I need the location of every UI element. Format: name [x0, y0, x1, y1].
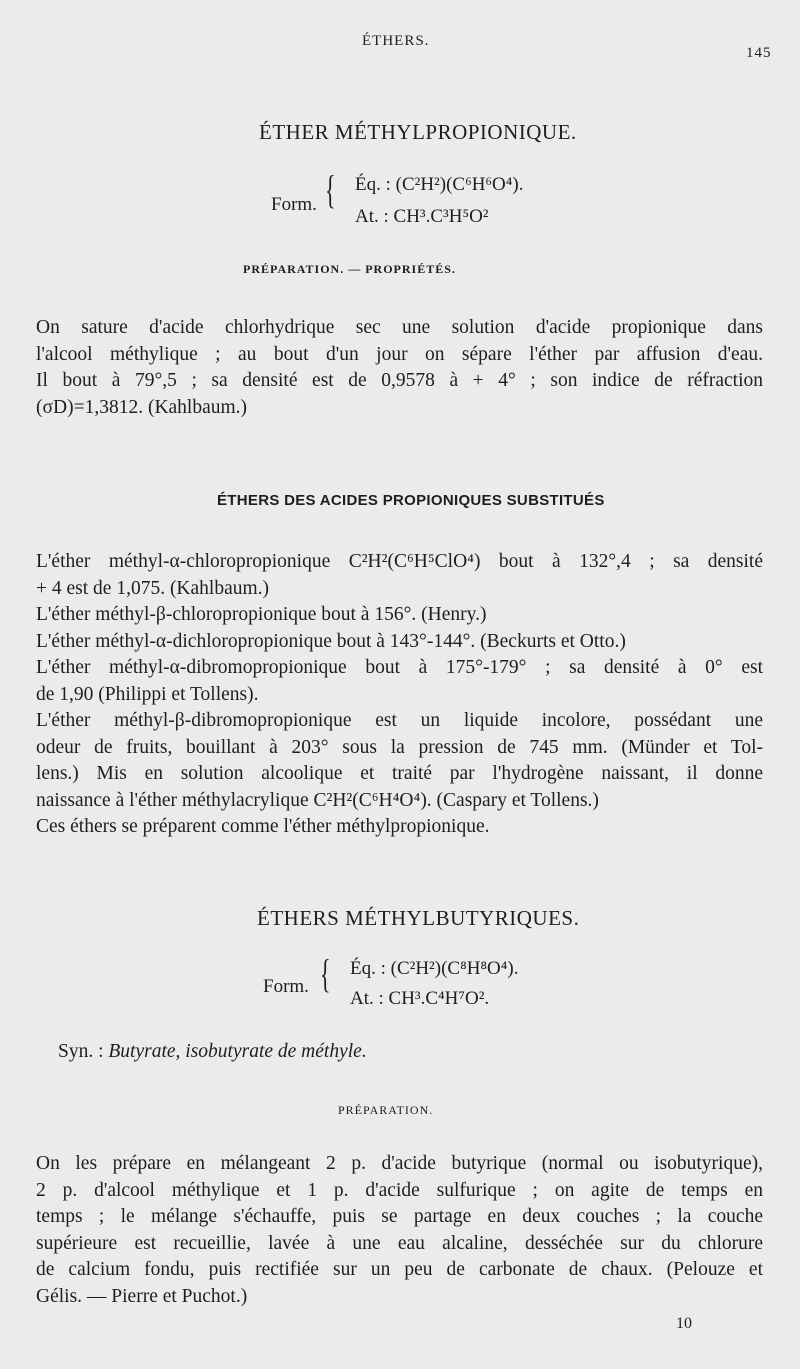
formula-equivalent: Éq. : (C²H²)(C⁸H⁸O⁴). [350, 958, 519, 979]
text-line: 2 p. d'alcool méthylique et 1 p. d'acide sulfurique ; on agite de temps en [36, 1179, 763, 1201]
section-title-methylbutyriques: ÉTHERS MÉTHYLBUTYRIQUES. [257, 906, 580, 930]
text-line: l'alcool méthylique ; au bout d'un jour on sépare l'éther par affusion d'eau. [36, 343, 763, 365]
text-line: Gélis. — Pierre et Puchot.) [36, 1285, 248, 1307]
text-line: Ces éthers se préparent comme l'éther méthylpropionique. [36, 816, 490, 837]
formula-equivalent: Éq. : (C²H²)(C⁶H⁶O⁴). [355, 174, 524, 195]
paragraph-preparation-butyrique [36, 1151, 763, 1310]
formula-atomic: At. : CH³.C⁴H⁷O². [350, 988, 490, 1009]
text-line: de 1,90 (Philippi et Tollens). [36, 683, 259, 705]
subheading-preparation-proprietes: PRÉPARATION. — PROPRIÉTÉS. [243, 262, 456, 276]
text-line: supérieure est recueillie, lavée à une eau alcaline, desséchée sur du chlorure [36, 1232, 763, 1254]
paragraph-substitues [36, 549, 763, 841]
text-line: naissance à l'éther méthylacrylique C²H²(C⁶H⁴O⁴). (Caspary et Tollens.) [36, 789, 599, 811]
text-line: L'éther méthyl-β-chloropropionique bout à 156°. (Henry.) [36, 604, 487, 625]
text-line: de calcium fondu, puis rectifiée sur un peu de carbonate de chaux. (Pelouze et [36, 1259, 763, 1280]
formula-atomic: At. : CH³.C³H⁵O² [355, 206, 489, 227]
synonyms-line [58, 1041, 367, 1063]
formula-label: Form. [271, 194, 317, 215]
text-line: lens.) Mis en solution alcoolique et traité par l'hydrogène naissant, il donne [36, 763, 763, 784]
section-title-substitues: ÉTHERS DES ACIDES PROPIONIQUES SUBSTITUÉS [217, 492, 605, 509]
signature-mark: 10 [676, 1315, 692, 1332]
formula-label: Form. [263, 976, 309, 997]
text-line: (σD)=1,3812. (Kahlbaum.) [36, 396, 248, 418]
text-line: temps ; le mélange s'échauffe, puis se partage en deux couches ; la couche [36, 1206, 763, 1227]
text-line: Il bout à 79°,5 ; sa densité est de 0,9578 à + 4° ; son indice de réfraction [36, 370, 763, 391]
text-line: L'éther méthyl-α-dichloropropionique bout à 143°-144°. (Beckurts et Otto.) [36, 630, 626, 652]
text-line: On sature d'acide chlorhydrique sec une solution d'acide propionique dans [36, 317, 763, 338]
text-line: On les prépare en mélangeant 2 p. d'acide butyrique (normal ou isobutyrique), [36, 1153, 763, 1174]
synonyms-label: Syn. : [58, 1041, 104, 1062]
brace-icon: { [325, 167, 336, 212]
synonyms-text: Butyrate, isobutyrate de méthyle. [108, 1041, 367, 1062]
running-title: ÉTHERS. [362, 33, 430, 49]
section-title-methylpropionique: ÉTHER MÉTHYLPROPIONIQUE. [259, 120, 577, 144]
text-line: L'éther méthyl-α-dibromopropionique bout à 175°-179° ; sa densité à 0° est [36, 657, 763, 678]
brace-icon: { [320, 951, 331, 996]
paragraph-preparation [36, 315, 763, 421]
subheading-preparation: PRÉPARATION. [338, 1103, 434, 1117]
page-number: 145 [746, 45, 772, 61]
text-line: odeur de fruits, bouillant à 203° sous la pression de 745 mm. (Münder et Tol- [36, 736, 763, 758]
text-line: + 4 est de 1,075. (Kahlbaum.) [36, 577, 270, 599]
text-line: L'éther méthyl-α-chloropropionique C²H²(C⁶H⁵ClO⁴) bout à 132°,4 ; sa densité [36, 551, 763, 572]
text-line: L'éther méthyl-β-dibromopropionique est un liquide incolore, possédant une [36, 710, 763, 731]
